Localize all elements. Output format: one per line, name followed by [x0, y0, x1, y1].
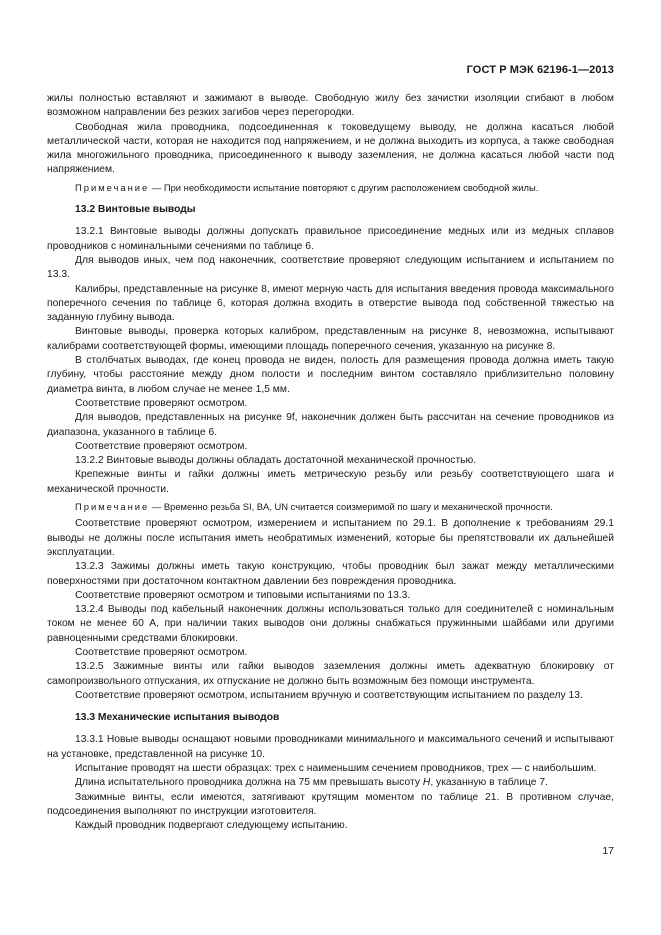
- paragraph: Соответствие проверяют осмотром и типовыми испытаниями по 13.3.: [75, 589, 411, 601]
- note: [47, 500, 614, 514]
- standard-header: ГОСТ Р МЭК 62196-1—2013: [466, 64, 614, 76]
- note-label: Примечание: [75, 501, 150, 513]
- paragraph: Зажимные винты, если имеются, затягивают крутящим моментом по таблице 21. В противном случае, подсоединения выполняют по инструкции изготовителя.: [47, 791, 614, 817]
- paragraph: Соответствие проверяют осмотром.: [75, 440, 248, 452]
- paragraph: жилы полностью вставляют и зажимают в выводе. Свободную жилу без зачистки изоляции сгибают в любом возможном направлении без резких загибов через перегородки.: [47, 93, 614, 119]
- paragraph: Для выводов, представленных на рисунке 9f, наконечник должен быть рассчитан на сечение проводников из диапазона, указанного в таблице 6.: [47, 412, 614, 438]
- paragraph: Калибры, представленные на рисунке 8, имеют мерную часть для испытания введения провода максимального поперечного сечения по таблице 6, которая должна входить в отверстие вывода под собственной тяжестью на заданную глубину вывода.: [47, 283, 614, 324]
- paragraph: Соответствие проверяют осмотром, испытанием вручную и соответствующим испытанием по разделу 13.: [75, 689, 583, 701]
- paragraph: 13.3.1 Новые выводы оснащают новыми проводниками минимального и максимального сечений и испытывают на установке, представленной на рисунке 10.: [47, 734, 614, 760]
- paragraph: 13.2.2 Винтовые выводы должны обладать достаточной механической прочностью.: [75, 455, 477, 467]
- paragraph: Крепежные винты и гайки должны иметь метрическую резьбу или резьбу соответствующего шага и механической прочности.: [47, 469, 614, 495]
- paragraph: Винтовые выводы, проверка которых калибром, представленным на рисунке 8, невозможна, испытывают калибрами соответствующей формы, имеющими площадь поперечного сечения, указанную на рисунке 8.: [47, 326, 614, 352]
- page-number: 17: [602, 845, 614, 857]
- paragraph: Соответствие проверяют осмотром.: [75, 646, 248, 658]
- paragraph: Свободная жила проводника, подсоединенная к токоведущему выводу, не должна касаться любой металлической части, которая не находится под напряжением, и не должна выходить из корпуса, а также свободная жила многожильного проводника, присоединенного к выводу заземления, не должна касаться любой части под напряжением.: [47, 121, 614, 176]
- note: [47, 181, 614, 195]
- paragraph: [47, 776, 614, 790]
- note-text: — При необходимости испытание повторяют с другим расположением свободной жилы.: [149, 181, 539, 193]
- section-heading: 13.2 Винтовые выводы: [75, 204, 196, 216]
- paragraph: Соответствие проверяют осмотром.: [75, 397, 248, 409]
- paragraph: 13.2.3 Зажимы должны иметь такую конструкцию, чтобы проводник был зажат между металлическими поверхностями при достаточном контактном давлении без повреждения проводника.: [47, 561, 614, 587]
- paragraph: Для выводов иных, чем под наконечник, соответствие проверяют следующим испытанием и испытанием по 13.3.: [47, 254, 614, 281]
- paragraph: Каждый проводник подвергают следующему испытанию.: [75, 820, 348, 832]
- paragraph: 13.2.5 Зажимные винты или гайки выводов заземления должны иметь адекватную блокировку от самопроизвольного отпускания, их отпускание не должно быть возможным без помощи инструмента.: [47, 661, 614, 687]
- variable-h: H: [422, 777, 431, 789]
- note-text: — Временно резьба SI, BA, UN считается соизмеримой по шагу и механической прочности.: [149, 501, 553, 513]
- paragraph-text: Длина испытательного проводника должна на 75 мм превышать высоту: [75, 777, 423, 789]
- paragraph-text: , указанную в таблице 7.: [430, 777, 548, 789]
- paragraph: Соответствие проверяют осмотром, измерением и испытанием по 29.1. В дополнение к требованиям 29.1 выводы не должны после испытания иметь необратимых изменений, которые бы препятствовали их дальнейшей эксплуатации.: [47, 518, 614, 558]
- paragraph: 13.2.1 Винтовые выводы должны допускать правильное присоединение медных или из медных сплавов проводников с номинальными сечениями по таблице 6.: [47, 226, 614, 252]
- paragraph: 13.2.4 Выводы под кабельный наконечник должны использоваться только для соединителей с номинальным током не менее 60 А, при наличии таких выводов они должны снабжаться пружинными шайбами или другими равноценными средствами блокировки.: [47, 604, 614, 644]
- paragraph: Испытание проводят на шести образцах: трех с наименьшим сечением проводников, трех — с наибольшим.: [75, 763, 597, 775]
- document-page: [47, 0, 614, 935]
- paragraph: В столбчатых выводах, где конец провода не виден, полость для размещения провода должна иметь такую глубину, чтобы расстояние между дном полости и последним винтом составляло приблизительно половину диаметра винта, в любом случае не менее 1,5 мм.: [47, 355, 614, 395]
- note-label: Примечание: [75, 181, 150, 193]
- section-heading: 13.3 Механические испытания выводов: [75, 712, 280, 724]
- document-body: [47, 92, 614, 834]
